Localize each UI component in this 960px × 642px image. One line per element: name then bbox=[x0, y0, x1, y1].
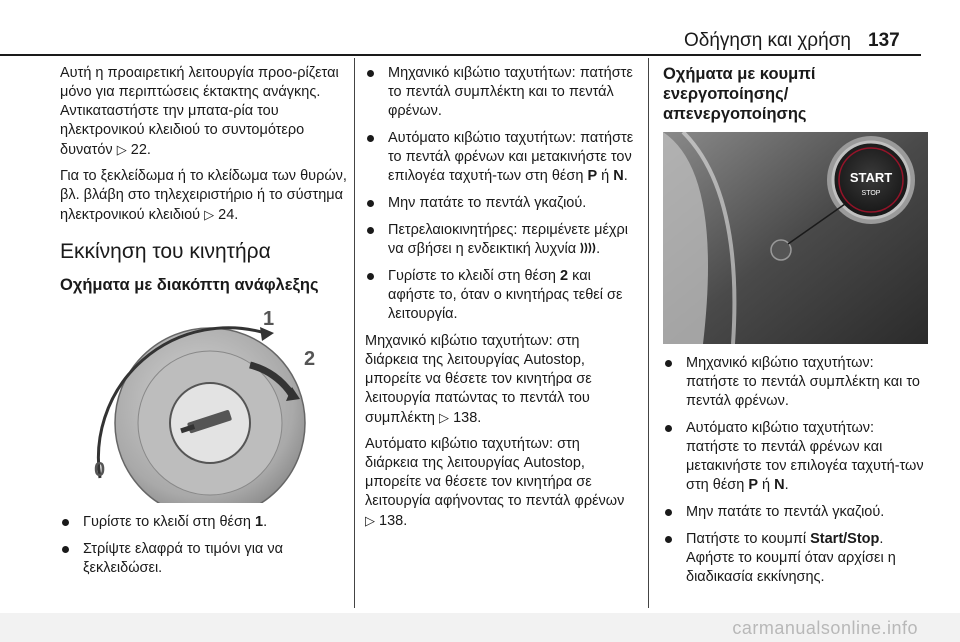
list-item-text: Μην πατάτε το πεντάλ γκαζιού. bbox=[388, 195, 587, 211]
start-label: START bbox=[849, 170, 893, 185]
list-item bbox=[365, 194, 635, 213]
gear-position-p: P bbox=[587, 168, 598, 184]
list-item-text: Πατήστε το κουμπί bbox=[686, 531, 811, 547]
column-divider-1 bbox=[354, 58, 355, 608]
start-stop-label: Start/Stop bbox=[810, 531, 880, 547]
list-item bbox=[365, 267, 635, 324]
list-item bbox=[663, 354, 928, 411]
list-item bbox=[60, 513, 350, 532]
bullet-icon bbox=[62, 546, 69, 553]
list-item bbox=[365, 221, 635, 259]
paragraph-text: Για το ξεκλείδωμα ή το κλείδωμα των θυρών, βλ. βλάβη στο τηλεχειριστήριο ή το σύστημα ηλεκτρονικού κλειδιού bbox=[60, 168, 347, 223]
list-item-suffix: . bbox=[623, 168, 628, 184]
position-2-label: 2 bbox=[304, 348, 316, 370]
list-item-text: Μηχανικό κιβώτιο ταχυτήτων: πατήστε το πεντάλ συμπλέκτη και το πεντάλ φρένων. bbox=[686, 355, 920, 409]
column-1 bbox=[60, 64, 350, 586]
list-item bbox=[663, 503, 928, 522]
page-ref-link[interactable]: 24. bbox=[218, 207, 239, 223]
list-item bbox=[60, 540, 350, 578]
gear-position-n: N bbox=[774, 477, 785, 493]
list-item-text: και αφήστε το, όταν ο κινητήρας τεθεί σε λειτουργία. bbox=[388, 268, 623, 322]
list-item-text: ή bbox=[597, 168, 614, 184]
paragraph-text: Αυτόματο κιβώτιο ταχυτήτων: στη διάρκεια της λειτουργίας Autostop, μπορείτε να θέσετε τον κινητήρα σε λειτουργία αφήνοντας το πεντάλ φρένων bbox=[365, 436, 625, 509]
ignition-switch-figure bbox=[60, 303, 340, 503]
bullet-icon bbox=[665, 425, 672, 432]
list-item-suffix: . bbox=[263, 514, 268, 530]
stop-label: STOP bbox=[861, 190, 881, 197]
bullet-icon bbox=[367, 227, 374, 234]
page-ref-icon: ▷ bbox=[116, 142, 127, 157]
bullet-icon bbox=[665, 536, 672, 543]
step-list bbox=[60, 513, 350, 578]
list-item bbox=[663, 419, 928, 495]
step-list bbox=[663, 354, 928, 587]
bullet-icon bbox=[367, 273, 374, 280]
position-0-label: 0 bbox=[94, 459, 106, 481]
page-ref-link[interactable]: 138. bbox=[453, 410, 482, 426]
header-title: Οδήγηση και χρήση bbox=[684, 30, 851, 51]
list-item-bold: 1 bbox=[255, 514, 264, 530]
paragraph-text: Μηχανικό κιβώτιο ταχυτήτων: στη διάρκεια της λειτουργίας Autostop, μπορείτε να θέσετε τον κινητήρα σε λειτουργία πατώντας το πεντάλ του συμπλέκτη bbox=[365, 333, 592, 426]
header-rule bbox=[0, 54, 921, 56]
list-item-suffix: . bbox=[784, 477, 789, 493]
subheading: Οχήματα με κουμπί ενεργοποίησης/ απενεργοποίησης bbox=[663, 65, 816, 123]
paragraph bbox=[60, 64, 350, 160]
page-ref-icon: ▷ bbox=[365, 513, 375, 528]
watermark-text: carmanualsonline.info bbox=[732, 618, 918, 638]
list-item-text: Αυτόματο κιβώτιο ταχυτήτων: πατήστε το πεντάλ φρένων και μετακινήστε τον επιλογέα ταχυτή-των στη θέση bbox=[686, 420, 924, 493]
footer-watermark bbox=[0, 613, 960, 642]
bullet-icon bbox=[367, 135, 374, 142]
list-item-text: Γυρίστε το κλειδί στη θέση bbox=[388, 268, 561, 284]
list-item-text: Στρίψτε ελαφρά το τιμόνι για να ξεκλειδώσει. bbox=[83, 541, 283, 576]
column-2 bbox=[365, 64, 635, 538]
list-item-text: Μηχανικό κιβώτιο ταχυτήτων: πατήστε το πεντάλ συμπλέκτη και το πεντάλ φρένων. bbox=[388, 65, 633, 119]
page-ref-link[interactable]: 138. bbox=[379, 513, 408, 529]
list-item-text: . Αφήστε το κουμπί όταν αρχίσει η διαδικασία εκκίνησης. bbox=[686, 531, 896, 585]
bullet-icon bbox=[367, 200, 374, 207]
page-number: 137 bbox=[868, 30, 900, 51]
page-ref-icon: ▷ bbox=[204, 207, 215, 222]
position-1-label: 1 bbox=[263, 308, 275, 330]
paragraph-text: Αυτή η προαιρετική λειτουργία προο-ρίζεται μόνο για περιπτώσεις έκτακτης ανάγκης. Αντικαταστήστε την μπατα-ρία του ηλεκτρονικού κλειδιού το συντομότερο δυνατόν bbox=[60, 65, 339, 158]
column-divider-2 bbox=[648, 58, 649, 608]
page-ref-link[interactable]: 22. bbox=[130, 142, 151, 158]
subheading: Οχήματα με διακόπτη ανάφλεξης bbox=[60, 276, 319, 294]
bullet-icon bbox=[367, 70, 374, 77]
page-ref-icon: ▷ bbox=[439, 410, 450, 425]
bullet-icon bbox=[665, 509, 672, 516]
paragraph bbox=[60, 167, 350, 225]
step-list bbox=[365, 64, 635, 324]
gear-position-p: P bbox=[748, 477, 759, 493]
list-item-text: Πετρελαιοκινητήρες: περιμένετε μέχρι να σβήσει η ενδεικτική λυχνία bbox=[388, 222, 629, 257]
list-item-text: Γυρίστε το κλειδί στη θέση bbox=[83, 514, 256, 530]
paragraph bbox=[365, 435, 635, 531]
list-item-text: Μην πατάτε το πεντάλ γκαζιού. bbox=[686, 504, 885, 520]
bullet-icon bbox=[665, 360, 672, 367]
list-item bbox=[365, 129, 635, 186]
column-3 bbox=[663, 64, 928, 595]
list-item bbox=[365, 64, 635, 121]
list-item bbox=[663, 530, 928, 587]
list-item-text: ή bbox=[758, 477, 775, 493]
list-item-suffix: . bbox=[596, 241, 601, 257]
start-stop-button-figure bbox=[663, 132, 928, 344]
paragraph bbox=[365, 332, 635, 428]
list-item-text: Αυτόματο κιβώτιο ταχυτήτων: πατήστε το πεντάλ φρένων και μετακινήστε τον επιλογέα ταχυτή-των στη θέση bbox=[388, 130, 634, 184]
section-heading: Εκκίνηση του κινητήρα bbox=[60, 240, 271, 263]
page-header bbox=[0, 0, 960, 58]
list-item-bold: 2 bbox=[560, 268, 569, 284]
bullet-icon bbox=[62, 519, 69, 526]
gear-position-n: N bbox=[613, 168, 624, 184]
glow-plug-icon bbox=[580, 242, 596, 254]
